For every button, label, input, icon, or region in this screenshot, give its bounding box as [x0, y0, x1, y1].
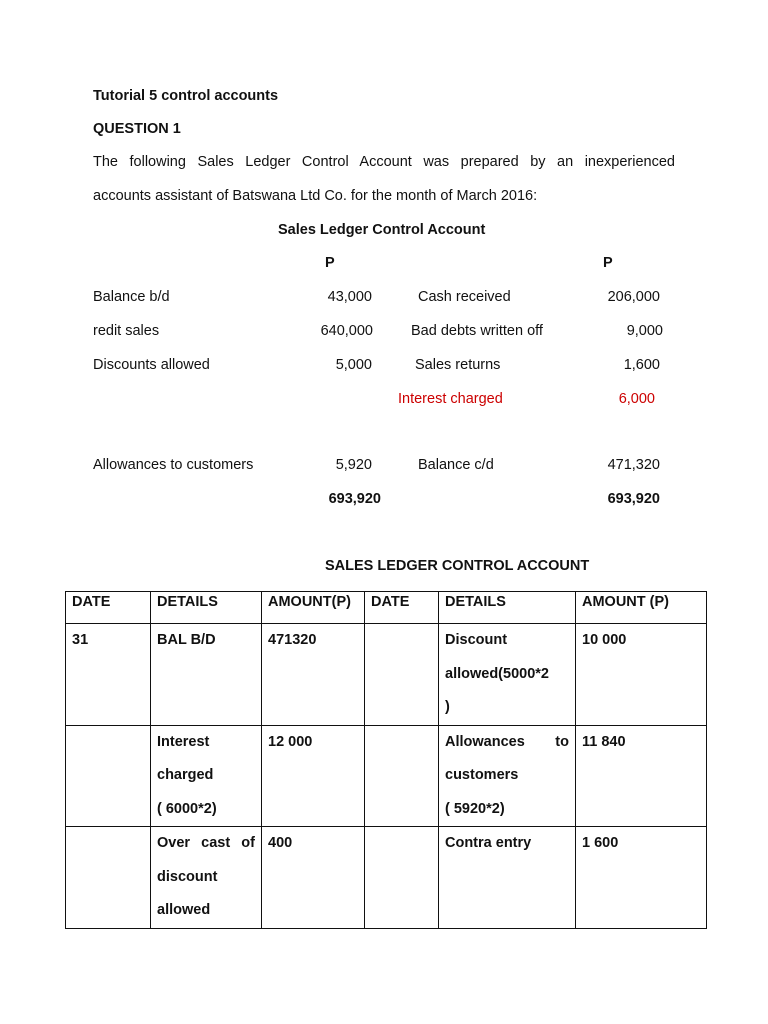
document-title: Tutorial 5 control accounts: [93, 88, 279, 104]
header-amount-debit: AMOUNT(P): [262, 592, 365, 624]
account2-title: SALES LEDGER CONTROL ACCOUNT: [325, 558, 590, 574]
account1-total-debit: 693,920: [328, 491, 381, 507]
header-amount-credit: AMOUNT (P): [576, 592, 707, 624]
account1-debit-amount: 5,920: [335, 457, 372, 473]
cell-amount-credit: 1 600: [576, 827, 707, 929]
account1-currency-debit: P: [325, 255, 335, 271]
question-heading: QUESTION 1: [93, 121, 181, 137]
account1-credit-amount: 206,000: [607, 289, 660, 305]
account1-credit-label: Bad debts written off: [411, 323, 543, 339]
details-line: discount: [157, 868, 218, 885]
details-line: ( 5920*2): [445, 800, 505, 817]
header-date-debit: DATE: [66, 592, 151, 624]
account1-credit-amount-highlight: 6,000: [618, 391, 655, 407]
cell-details-credit: [439, 624, 576, 726]
cell-date-debit: [66, 725, 151, 827]
cell-amount-credit: 11 840: [576, 725, 707, 827]
table-row: [66, 725, 707, 827]
cell-details-debit: [151, 827, 262, 929]
cell-amount-debit: 12 000: [262, 725, 365, 827]
account1-credit-amount: 471,320: [607, 457, 660, 473]
account1-debit-amount: 43,000: [327, 289, 372, 305]
account1-title: Sales Ledger Control Account: [278, 222, 486, 238]
cell-amount-debit: 471320: [262, 624, 365, 726]
account1-debit-label: Discounts allowed: [93, 357, 210, 373]
cell-amount-credit: 10 000: [576, 624, 707, 726]
table-header-row: [66, 592, 707, 624]
account1-credit-amount: 1,600: [623, 357, 660, 373]
ledger-table: [65, 591, 707, 929]
details-line: allowed: [157, 902, 211, 918]
cell-date-debit: [66, 827, 151, 929]
details-line: BAL B/D: [157, 632, 216, 648]
cell-details-credit: [439, 725, 576, 827]
account1-debit-label: Allowances to customers: [93, 457, 254, 473]
header-details-credit: DETAILS: [439, 592, 576, 624]
cell-details-credit: [439, 827, 576, 929]
header-details-debit: DETAILS: [151, 592, 262, 624]
account1-credit-amount: 9,000: [626, 323, 663, 339]
account1-total-credit: 693,920: [607, 491, 660, 507]
details-line: allowed(5000*2: [445, 665, 549, 682]
account1-credit-label-highlight: Interest charged: [398, 391, 503, 407]
details-line: customers: [445, 767, 519, 783]
account1-credit-label: Balance c/d: [418, 457, 494, 473]
cell-details-debit: [151, 725, 262, 827]
intro-text-line-2: accounts assistant of Batswana Ltd Co. for the month of March 2016:: [93, 188, 538, 204]
cell-amount-debit: 400: [262, 827, 365, 929]
account1-debit-amount: 640,000: [320, 323, 373, 339]
cell-details-debit: [151, 624, 262, 726]
cell-date-credit: [365, 725, 439, 827]
account1-currency-credit: P: [603, 255, 613, 271]
cell-date-credit: [365, 624, 439, 726]
header-date-credit: DATE: [365, 592, 439, 624]
details-line: charged: [157, 767, 214, 783]
account1-debit-label: Balance b/d: [93, 289, 170, 305]
table-row: [66, 624, 707, 726]
table-row: [66, 827, 707, 929]
account1-debit-amount: 5,000: [335, 357, 372, 373]
details-line: Discount: [445, 632, 508, 648]
details-line: ): [445, 699, 450, 715]
details-line: Over cast of: [157, 835, 255, 851]
details-line: Contra entry: [445, 835, 532, 851]
details-line: Interest: [157, 733, 210, 750]
details-line: ( 6000*2): [157, 800, 217, 817]
intro-text-line-1: The following Sales Ledger Control Account was prepared by an inexperienced: [93, 154, 675, 170]
account1-credit-label: Cash received: [418, 289, 511, 305]
cell-date-debit: 31: [66, 624, 151, 726]
cell-date-credit: [365, 827, 439, 929]
account1-credit-label: Sales returns: [415, 357, 501, 373]
details-line: Allowances to: [445, 733, 569, 750]
account1-debit-label: redit sales: [93, 323, 160, 339]
